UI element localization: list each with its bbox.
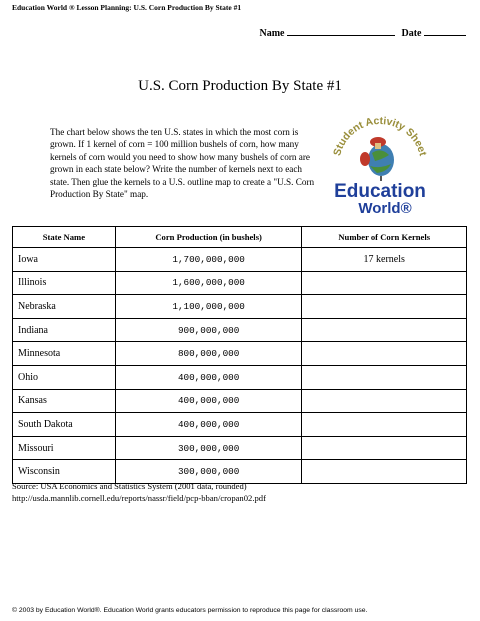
source-citation	[12, 481, 266, 504]
table-row	[13, 248, 467, 272]
name-label: Name	[259, 28, 285, 39]
state-name-cell: Nebraska	[13, 295, 116, 319]
kernels-cell[interactable]	[302, 318, 467, 342]
state-name-cell: Minnesota	[13, 342, 116, 366]
kernels-cell[interactable]	[302, 436, 467, 460]
production-cell: 400,000,000	[115, 389, 302, 413]
kernels-cell[interactable]	[302, 460, 467, 484]
state-name-cell: Illinois	[13, 271, 116, 295]
name-date-fields	[260, 26, 467, 39]
table-row	[13, 460, 467, 484]
name-blank	[287, 26, 395, 36]
state-name-cell: South Dakota	[13, 413, 116, 437]
production-cell: 800,000,000	[115, 342, 302, 366]
education-world-logo	[325, 113, 435, 215]
table-row	[13, 365, 467, 389]
state-name-cell: Wisconsin	[13, 460, 116, 484]
production-cell: 1,100,000,000	[115, 295, 302, 319]
page-header-line: Education World ® Lesson Planning: U.S. Corn Production By State #1	[12, 3, 242, 12]
table-row	[13, 295, 467, 319]
state-name-cell: Ohio	[13, 365, 116, 389]
state-name-cell: Indiana	[13, 318, 116, 342]
kernels-cell[interactable]	[302, 365, 467, 389]
table-row	[13, 413, 467, 437]
table-row	[13, 271, 467, 295]
page-title: U.S. Corn Production By State #1	[138, 78, 342, 94]
production-cell: 300,000,000	[115, 460, 302, 484]
globe-icon	[360, 137, 394, 181]
production-cell: 900,000,000	[115, 318, 302, 342]
date-blank	[424, 26, 466, 36]
source-url: http://usda.mannlib.cornell.edu/reports/nassr/field/pcp-bban/cropan02.pdf	[12, 492, 266, 503]
table-row	[13, 389, 467, 413]
kernels-cell[interactable]	[302, 295, 467, 319]
logo-line2: World®	[358, 200, 412, 215]
table-header-row	[13, 227, 467, 248]
date-label: Date	[401, 28, 422, 39]
production-cell: 400,000,000	[115, 365, 302, 389]
col-header-kernels: Number of Corn Kernels	[302, 227, 467, 248]
kernels-cell[interactable]: 17 kernels	[302, 248, 467, 272]
table-row	[13, 436, 467, 460]
logo-arc-text: Student Activity Sheet	[331, 114, 429, 158]
col-header-state: State Name	[13, 227, 116, 248]
state-name-cell: Missouri	[13, 436, 116, 460]
col-header-production: Corn Production (in bushels)	[115, 227, 302, 248]
source-line: Source: USA Economics and Statistics System (2001 data, rounded)	[12, 481, 247, 491]
state-name-cell: Kansas	[13, 389, 116, 413]
production-cell: 300,000,000	[115, 436, 302, 460]
intro-paragraph: The chart below shows the ten U.S. states in which the most corn is grown. If 1 kernel of corn = 100 million bushels of corn, how many kernels of corn would you need to show how many bushels of corn are grown in each state below? Write the number of kernels next to each state. Then glue the kernels to a U.S. outline map to create a "U.S. Corn Production By State" map.	[50, 127, 315, 200]
state-name-cell: Iowa	[13, 248, 116, 272]
logo-line1: Education	[334, 181, 426, 202]
table-row	[13, 318, 467, 342]
production-cell: 1,600,000,000	[115, 271, 302, 295]
kernels-cell[interactable]	[302, 389, 467, 413]
corn-production-table	[12, 226, 467, 484]
table-row	[13, 342, 467, 366]
copyright-footer: © 2003 by Education World®. Education World grants educators permission to reproduce this page for classroom use.	[12, 607, 368, 614]
kernels-cell[interactable]	[302, 413, 467, 437]
kernels-cell[interactable]	[302, 271, 467, 295]
production-cell: 1,700,000,000	[115, 248, 302, 272]
kernels-cell[interactable]	[302, 342, 467, 366]
production-cell: 400,000,000	[115, 413, 302, 437]
